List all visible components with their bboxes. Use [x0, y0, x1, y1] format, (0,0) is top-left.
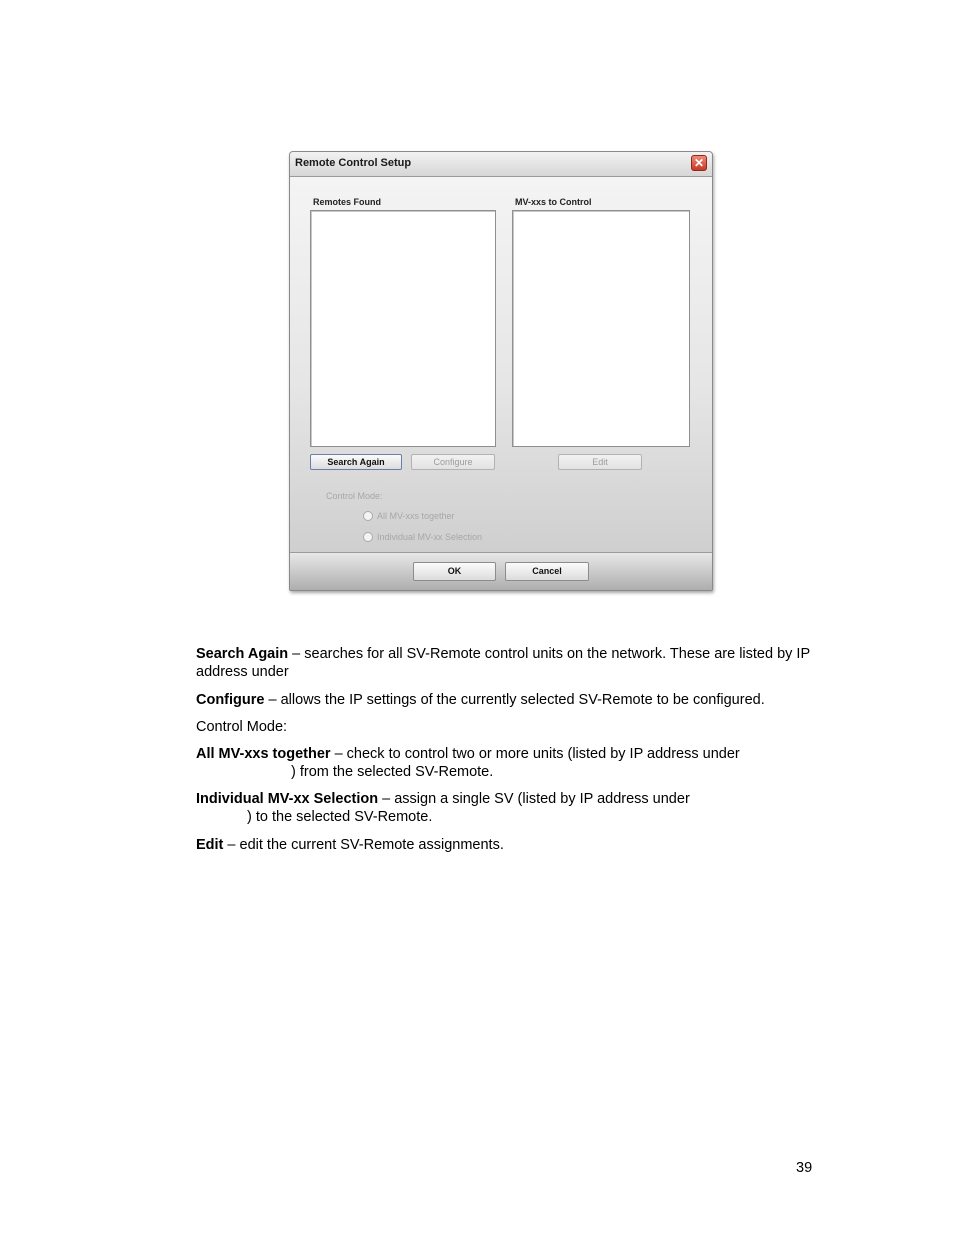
mv-to-control-list[interactable] — [512, 210, 690, 447]
remotes-found-list[interactable] — [310, 210, 496, 447]
individual-selection-term: Individual MV-xx Selection — [196, 791, 379, 807]
radio-individual-label: Individual MV-xx Selection — [377, 532, 483, 542]
individual-selection-text-1: – assign a single SV (listed by IP address under — [378, 791, 690, 807]
dialog-body — [290, 177, 712, 552]
all-together-text-1: – check to control two or more units (listed by IP address under — [330, 746, 740, 762]
remote-control-setup-dialog — [289, 151, 713, 591]
radio-button-icon[interactable] — [363, 511, 373, 521]
edit-text: – edit the current SV-Remote assignments. — [223, 837, 504, 853]
close-icon[interactable]: ✕ — [691, 155, 707, 171]
radio-individual-selection[interactable] — [363, 532, 482, 542]
radio-all-together[interactable] — [363, 511, 455, 521]
control-mode-heading: Control Mode: — [196, 719, 288, 735]
edit-description — [196, 836, 816, 854]
dialog-footer — [290, 552, 712, 591]
configure-text: – allows the IP settings of the currently selected SV-Remote to be configured. — [264, 692, 765, 708]
configure-button[interactable]: Configure — [411, 454, 495, 470]
all-together-description — [196, 745, 816, 781]
edit-term: Edit — [196, 837, 224, 853]
dialog-titlebar — [290, 152, 712, 177]
remotes-found-label: Remotes Found — [313, 197, 382, 207]
search-again-button[interactable]: Search Again — [310, 454, 402, 470]
radio-button-icon[interactable] — [363, 532, 373, 542]
ok-button[interactable]: OK — [413, 562, 496, 581]
configure-description — [196, 691, 816, 709]
search-again-description — [196, 645, 816, 681]
page-number: 39 — [796, 1160, 813, 1176]
radio-all-label: All MV-xxs together — [377, 511, 455, 521]
search-again-text: – searches for all SV-Remote control units on the network. These are listed by IP address under — [196, 646, 810, 680]
control-mode-label: Control Mode: — [326, 491, 383, 501]
edit-button[interactable]: Edit — [558, 454, 642, 470]
search-again-term: Search Again — [196, 646, 289, 662]
individual-selection-text-2: ) to the selected SV-Remote. — [247, 809, 433, 825]
dialog-title: Remote Control Setup — [295, 157, 412, 169]
all-together-term: All MV-xxs together — [196, 746, 331, 762]
individual-selection-description — [196, 790, 816, 826]
cancel-button[interactable]: Cancel — [505, 562, 589, 581]
all-together-text-2: ) from the selected SV-Remote. — [291, 764, 494, 780]
mv-to-control-label: MV-xxs to Control — [515, 197, 592, 207]
configure-term: Configure — [196, 692, 265, 708]
